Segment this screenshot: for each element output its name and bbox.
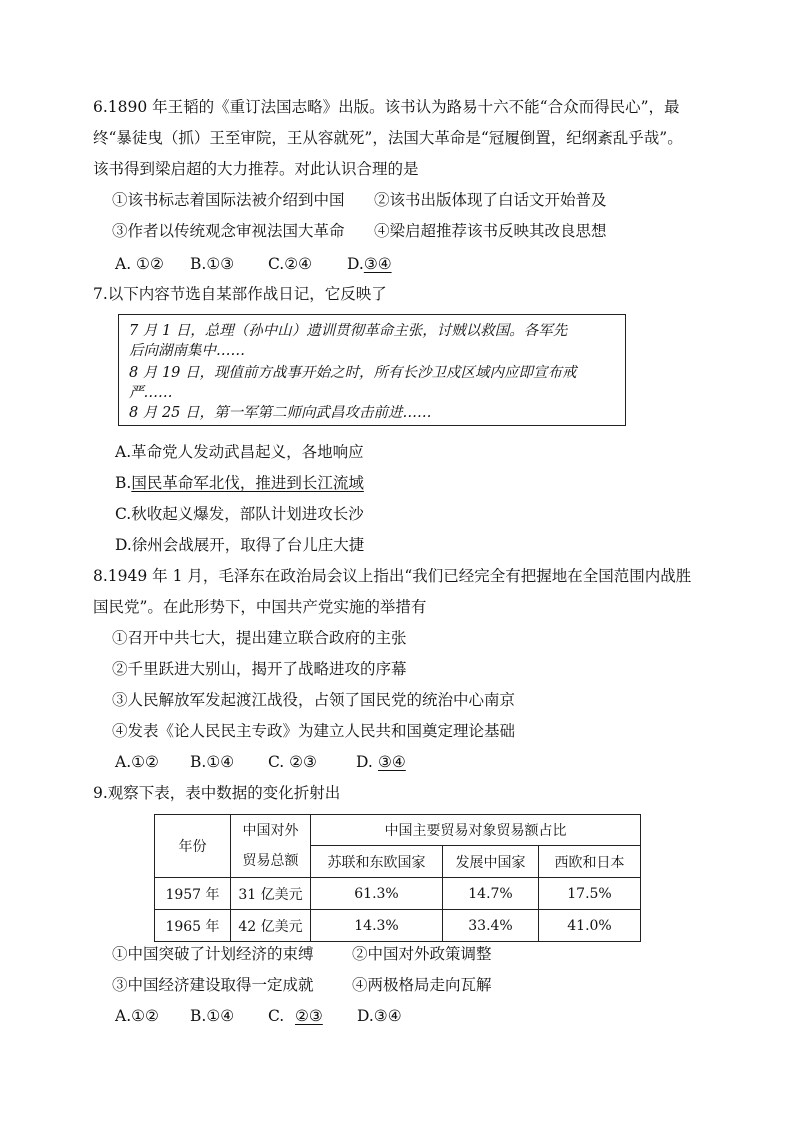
q8-stem-line1: 8.1949 年 1 月，毛泽东在政治局会议上指出“我们已经完全有把握地在全国范围内战胜 (93, 567, 692, 585)
q9-item3: ③中国经济建设取得一定成就 (112, 976, 314, 994)
row-total: 31 亿美元 (231, 878, 311, 910)
q7-diary-line3: 8 月 19 日，现值前方战事开始之时，所有长沙卫戍区域内应即宣布戒 (129, 365, 577, 381)
q8-stem-line2: 国民党”。在此形势下，中国共产党实施的举措有 (93, 598, 427, 616)
row-value: 41.0% (539, 910, 641, 942)
table-row (155, 910, 641, 942)
q6-item3: ③作者以传统观念审视法国大革命 (112, 222, 345, 240)
q9-option-a: A.①② (115, 1007, 159, 1025)
q9-item4: ④两极格局走向瓦解 (352, 976, 492, 994)
q8-answer-mark: ③④ (378, 753, 406, 771)
trade-table (154, 814, 641, 942)
q8-option-b: B.①④ (190, 753, 235, 771)
row-year: 1965 年 (155, 910, 231, 942)
q9-options (115, 1006, 402, 1026)
q6-option-a: A. ①② (115, 255, 164, 273)
q9-item2: ②中国对外政策调整 (352, 945, 492, 963)
row-value: 33.4% (443, 910, 539, 942)
q7-diary-line2: 后向湖南集中…… (129, 343, 245, 359)
header-total-line2: 贸易总额 (242, 853, 299, 869)
q6-stem-line2: 终“暴徒曳（抓）王至审院，王从容就死”，法国大革命是“冠履倒置，纪纲紊乱乎哉”。 (93, 129, 683, 147)
q9-item1: ①中国突破了计划经济的束缚 (112, 945, 314, 963)
q6-item1: ①该书标志着国际法被介绍到中国 (112, 191, 345, 209)
table-row (155, 878, 641, 910)
q7-option-b-prefix: B. (115, 474, 132, 492)
q8-item3: ③人民解放军发起渡江战役，占领了国民党的统治中心南京 (112, 691, 516, 709)
q7-diary-line4: 严…… (129, 385, 173, 401)
q7-diary-line5: 8 月 25 日，第一军第二师向武昌攻击前进…… (129, 405, 432, 421)
q9-option-d: D.③④ (357, 1007, 402, 1025)
q8-options (115, 752, 406, 772)
q9-answer-mark: ②③ (295, 1007, 323, 1025)
header-total-line1: 中国对外 (242, 823, 299, 839)
q7-option-d: D.徐州会战展开，取得了台儿庄大捷 (115, 536, 365, 554)
row-total: 42 亿美元 (231, 910, 311, 942)
q7-diary-line1: 7 月 1 日，总理（孙中山）遗训贯彻革命主张，讨贼以救国。各军先 (129, 323, 568, 339)
q8-option-a: A.①② (115, 753, 159, 771)
row-value: 61.3% (311, 878, 443, 910)
q6-stem-line1: 6.1890 年王韬的《重订法国志略》出版。该书认为路易十六不能“合众而得民心”，最 (93, 98, 680, 116)
header-total (231, 815, 311, 878)
row-value: 14.3% (311, 910, 443, 942)
q6-option-d: D. (347, 255, 364, 273)
header-year: 年份 (155, 815, 231, 878)
header-ussr-eastern-europe: 苏联和东欧国家 (311, 846, 443, 878)
q7-option-c: C.秋收起义爆发，部队计划进攻长沙 (115, 505, 364, 523)
header-developing-countries: 发展中国家 (443, 846, 539, 878)
q7-option-b (115, 473, 364, 493)
q6-option-c: C.②④ (268, 255, 313, 273)
q6-option-b: B.①③ (190, 255, 235, 273)
q6-item2: ②该书出版体现了白话文开始普及 (374, 191, 607, 209)
q6-options (115, 254, 392, 274)
q9-stem: 9.观察下表，表中数据的变化折射出 (93, 784, 341, 802)
q8-item1: ①召开中共七大，提出建立联合政府的主张 (112, 629, 407, 647)
row-value: 17.5% (539, 878, 641, 910)
q7-diary-box (118, 314, 626, 426)
q7-option-a: A.革命党人发动武昌起义，各地响应 (115, 443, 364, 461)
q6-stem-line3: 该书得到梁启超的大力推荐。对此认识合理的是 (93, 160, 419, 178)
q8-option-c: C. ②③ (268, 753, 317, 771)
header-western-europe-japan: 西欧和日本 (539, 846, 641, 878)
q6-item4: ④梁启超推荐该书反映其改良思想 (374, 222, 607, 240)
q6-answer-mark: ③④ (363, 255, 392, 273)
q8-option-d: D. (356, 753, 373, 771)
row-year: 1957 年 (155, 878, 231, 910)
q9-option-c: C. (268, 1007, 285, 1025)
q7-option-b-text: 国民革命军北伐，推进到长江流域 (131, 474, 364, 492)
q9-option-b: B.①④ (190, 1007, 235, 1025)
q7-stem: 7.以下内容节选自某部作战日记，它反映了 (93, 285, 387, 303)
q8-item2: ②千里跃进大别山，揭开了战略进攻的序幕 (112, 660, 407, 678)
q8-item4: ④发表《论人民民主专政》为建立人民共和国奠定理论基础 (112, 722, 516, 740)
header-share: 中国主要贸易对象贸易额占比 (311, 815, 641, 846)
row-value: 14.7% (443, 878, 539, 910)
